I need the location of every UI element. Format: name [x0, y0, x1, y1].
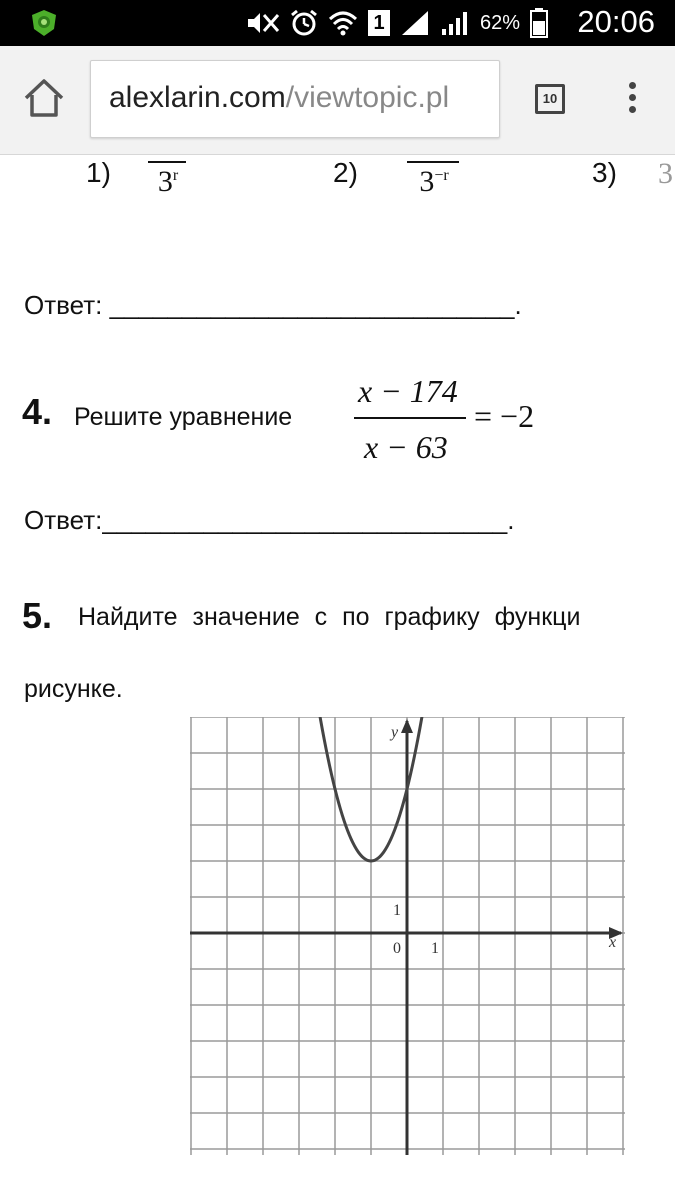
nfc-mute-icon	[246, 10, 280, 36]
url-text	[109, 81, 449, 115]
graph-axes	[190, 719, 623, 1155]
app-shield-icon	[30, 9, 58, 37]
answer-blank-2: ____________________________.	[102, 505, 515, 535]
option-1-denominator-exp: r	[172, 167, 179, 184]
overflow-menu-icon[interactable]	[622, 82, 642, 118]
option-2-denominator-exp: −r	[434, 167, 449, 184]
equation-fraction-bar	[354, 417, 466, 419]
battery-percent: 62%	[480, 11, 521, 34]
answer-line-2	[24, 505, 515, 536]
option-3-partial: 3	[658, 157, 673, 190]
url-path: /viewtopic.pl	[285, 81, 450, 114]
status-bar	[0, 0, 675, 46]
tab-switcher-button[interactable]: 10	[535, 84, 565, 114]
address-bar[interactable]	[90, 60, 500, 138]
task-5-text-line1: Найдите значение с по графику функци	[78, 603, 581, 631]
browser-toolbar	[0, 46, 675, 155]
option-2-denominator	[407, 165, 461, 199]
sim-slot-indicator: 1	[368, 10, 390, 36]
option-1-denominator	[148, 165, 188, 199]
task-4-number: 4.	[22, 391, 53, 432]
status-icons	[246, 6, 548, 40]
task-5-text-line2: рисунке.	[24, 675, 123, 703]
option-2-fraction-bar	[407, 161, 459, 163]
alarm-icon	[290, 9, 318, 37]
signal-icon	[400, 9, 430, 37]
option-1-fraction-bar	[148, 161, 186, 163]
battery-icon	[530, 8, 548, 38]
task-5-number: 5.	[22, 595, 53, 636]
task-4-text: Решите уравнение	[74, 403, 293, 431]
y-axis-arrow	[401, 719, 413, 733]
equation-rhs: = −2	[474, 398, 535, 434]
signal-icon-2	[440, 9, 470, 37]
option-3-number: 3)	[592, 157, 617, 188]
answer-label: Ответ:	[24, 290, 103, 320]
option-2-number: 2)	[333, 157, 358, 188]
home-icon[interactable]	[22, 76, 66, 120]
origin-label: 0	[393, 940, 401, 957]
wifi-icon	[328, 9, 358, 37]
option-1-denominator-base: 3	[157, 165, 173, 198]
equation-numerator: x − 174	[358, 373, 458, 409]
option-1-number: 1)	[86, 157, 111, 188]
equation-denominator: x − 63	[364, 429, 448, 465]
document-view	[0, 155, 675, 1200]
y-unit-label: 1	[393, 902, 401, 919]
y-axis-label: y	[391, 724, 399, 741]
answer-line-1	[24, 290, 522, 321]
answer-blank: ____________________________.	[109, 290, 522, 320]
answer-label-2: Ответ:	[24, 505, 103, 535]
function-graph	[190, 717, 625, 1155]
x-axis-label: x	[609, 934, 617, 951]
option-2-denominator-base: 3	[419, 165, 435, 198]
url-domain: alexlarin.com	[109, 81, 286, 114]
clock: 20:06	[577, 4, 655, 39]
x-unit-label: 1	[431, 940, 439, 957]
